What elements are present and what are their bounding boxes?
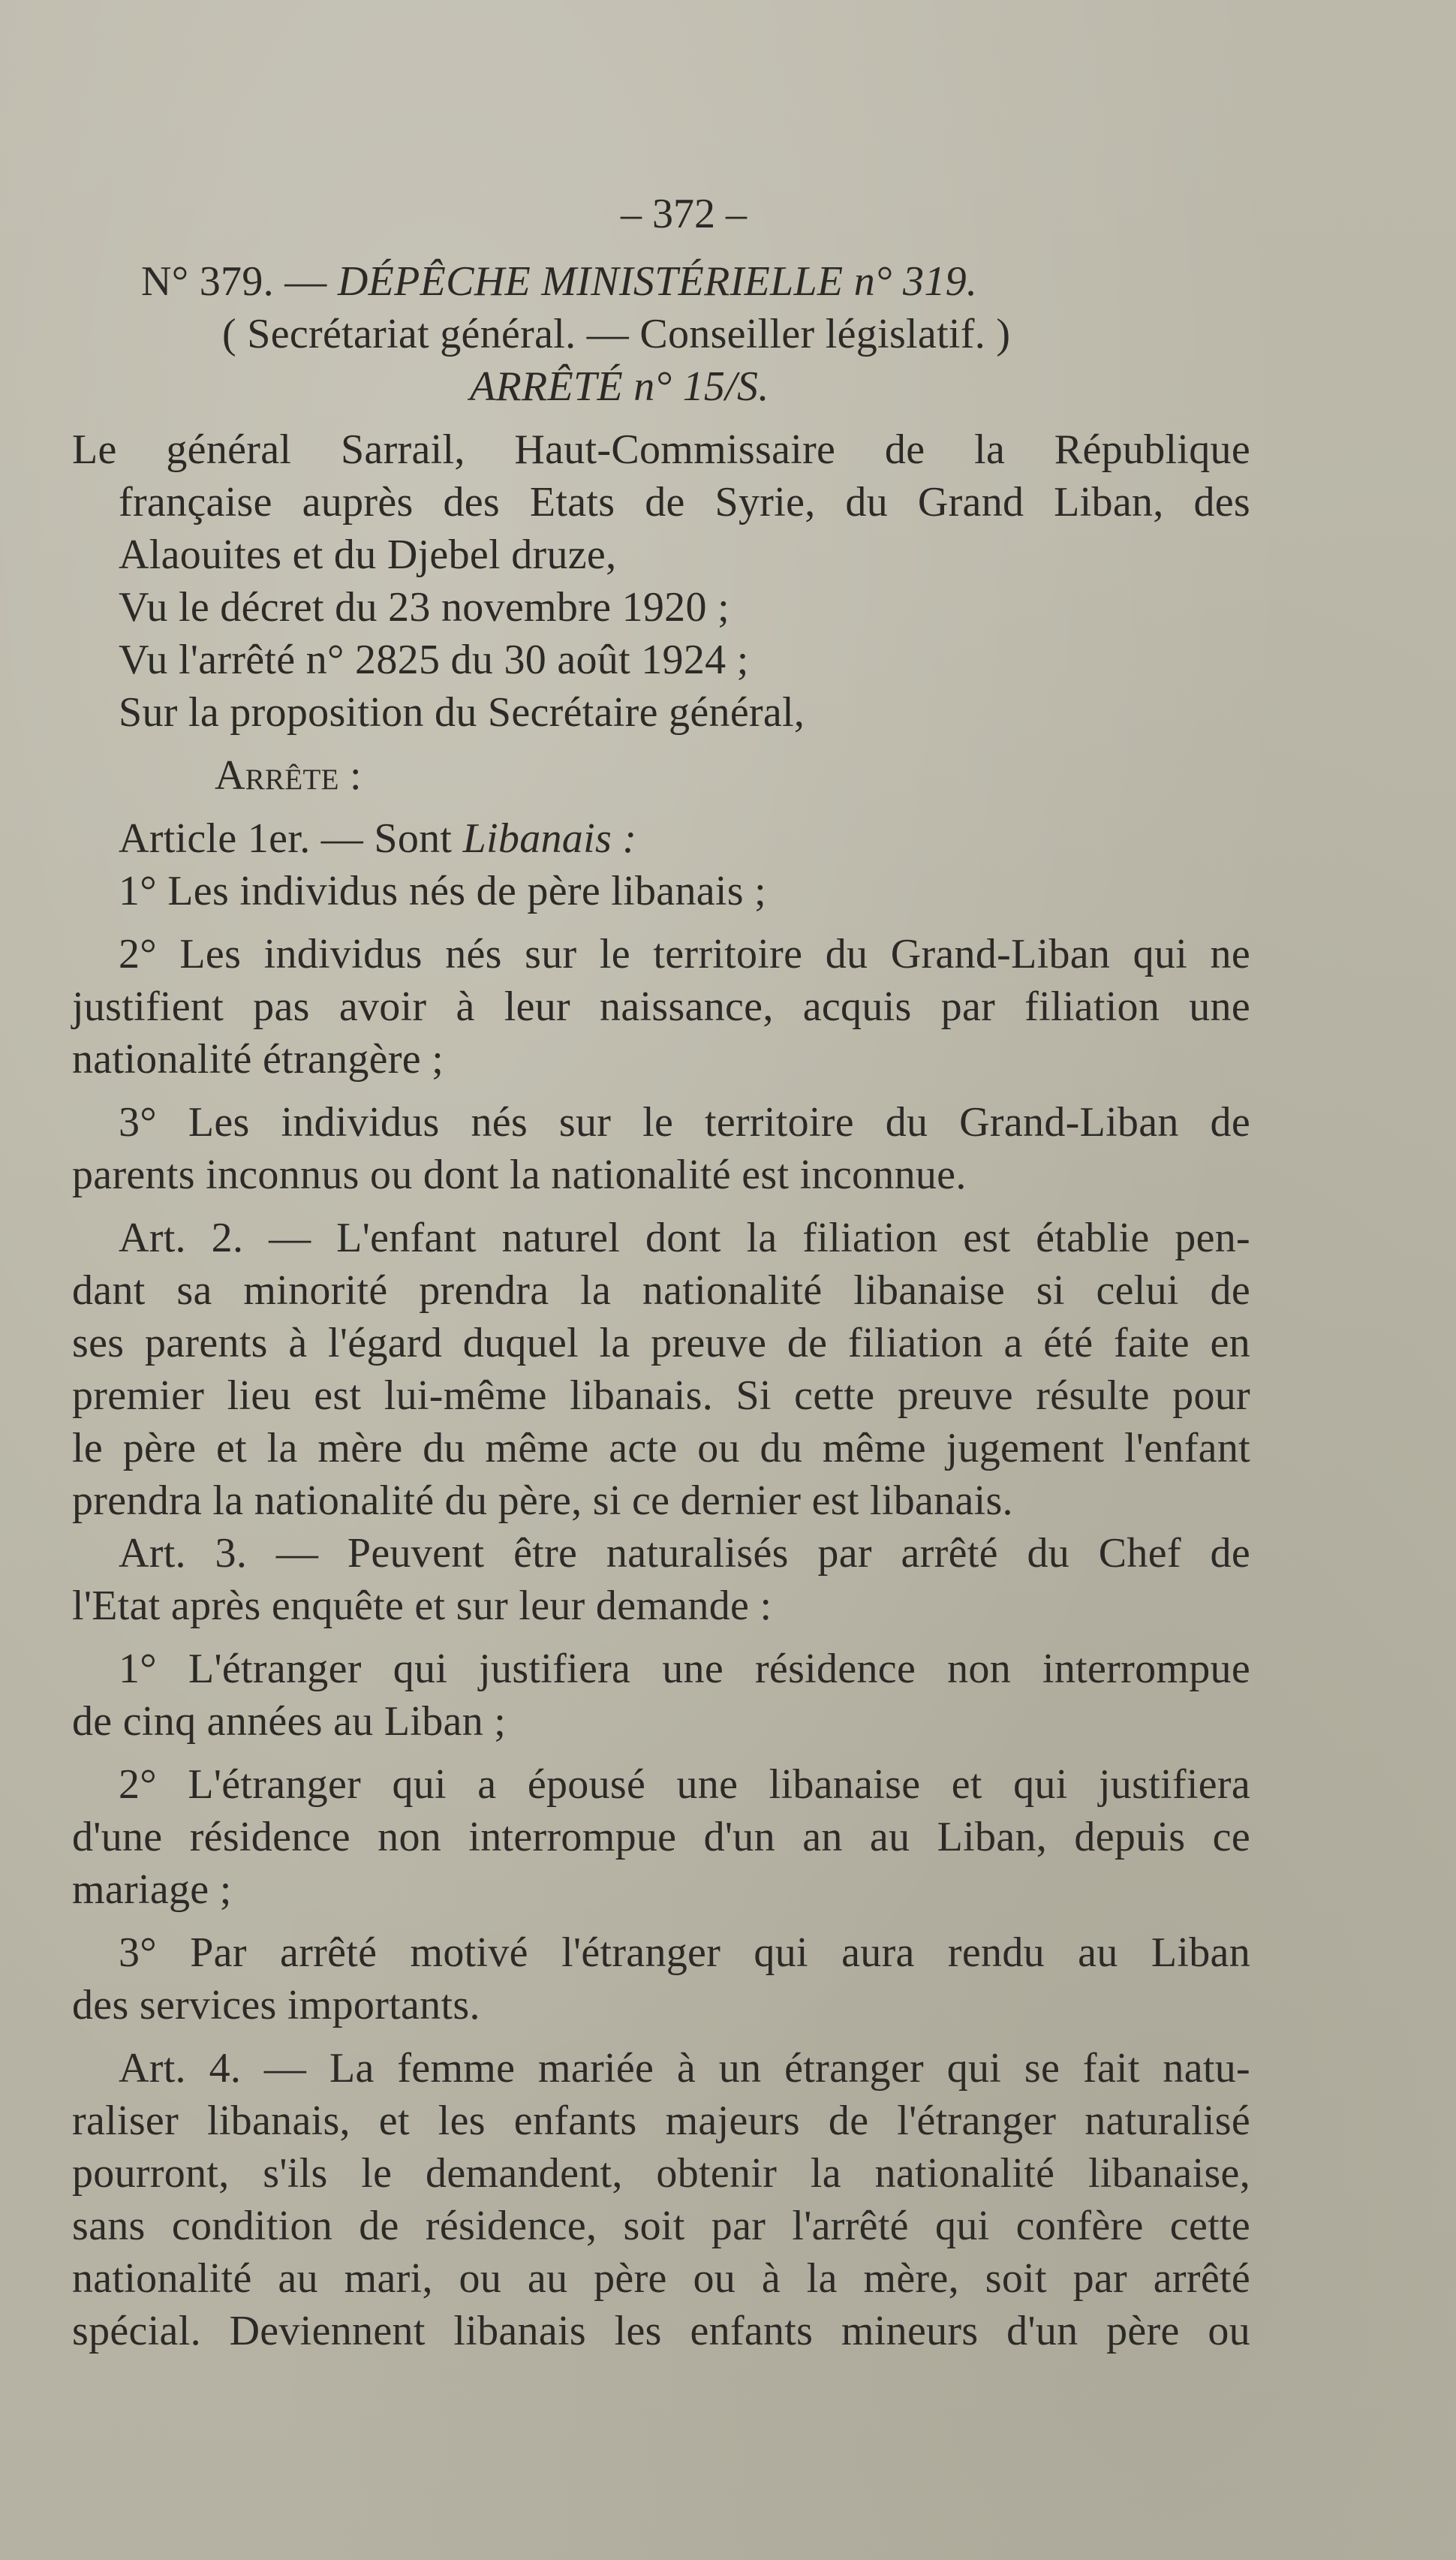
- article-line: 2° Les individus nés sur le territoire du Grand-Liban qui ne: [119, 931, 1250, 977]
- preamble-line: française auprès des Etats de Syrie, du Grand Liban, des: [119, 479, 1250, 526]
- article-1-emphasis: Libanais :: [462, 815, 637, 862]
- article-line: prendra la nationalité du père, si ce dernier est libanais.: [72, 1477, 1013, 1524]
- article-line: de cinq années au Liban ;: [72, 1698, 507, 1745]
- document-title: DÉPÊCHE MINISTÉRIELLE n° 319.: [337, 258, 978, 305]
- document-heading: [72, 255, 1250, 308]
- article-3-item-2: [72, 1758, 1250, 1916]
- preamble-line: Le général Sarrail, Haut-Commissaire de la République: [72, 426, 1250, 473]
- article-line: spécial. Deviennent libanais les enfants mineurs d'un père ou: [72, 2308, 1250, 2354]
- preamble: [72, 423, 1250, 739]
- article-1-item-1: 1° Les individus nés de père libanais ;: [119, 868, 767, 914]
- article-line: ses parents à l'égard duquel la preuve de filiation a été faite en: [72, 1320, 1250, 1366]
- article-line: Art. 4. — La femme mariée à un étranger qui se fait natu-: [119, 2045, 1250, 2092]
- article-3-item-3: [72, 1926, 1250, 2031]
- article-4: [72, 2042, 1250, 2357]
- document-text: [72, 188, 1250, 2357]
- article-1-item-3: [72, 1096, 1250, 1201]
- document-subtitle: ( Secrétariat général. — Conseiller législatif. ): [222, 311, 1011, 357]
- article-line: justifient pas avoir à leur naissance, acquis par filiation une: [72, 983, 1250, 1030]
- article-line: des services importants.: [72, 1982, 480, 2028]
- article-line: 1° L'étranger qui justifiera une résidence non interrompue: [119, 1646, 1250, 1692]
- article-line: 2° L'étranger qui a épousé une libanaise et qui justifiera: [119, 1761, 1250, 1808]
- article-line: dant sa minorité prendra la nationalité libanaise si celui de: [72, 1267, 1250, 1314]
- article-line: parents inconnus ou dont la nationalité est inconnue.: [72, 1152, 967, 1198]
- article-line: premier lieu est lui-même libanais. Si cette preuve résulte pour: [72, 1372, 1250, 1419]
- preamble-line: Sur la proposition du Secrétaire général,: [119, 689, 805, 736]
- article-line: 3° Les individus nés sur le territoire du Grand-Liban de: [119, 1099, 1250, 1146]
- article-1-item-2: [72, 928, 1250, 1086]
- article-2: [72, 1212, 1250, 1527]
- arrete-number: ARRÊTÉ n° 15/S.: [470, 363, 769, 410]
- article-line: mariage ;: [72, 1866, 232, 1913]
- article-1-label: Article 1er. — Sont: [119, 815, 453, 862]
- article-line: raliser libanais, et les enfants majeurs de l'étranger naturalisé: [72, 2098, 1250, 2144]
- article-line: 3° Par arrêté motivé l'étranger qui aura rendu au Liban: [119, 1929, 1250, 1976]
- arrete-label: Arrête :: [215, 752, 362, 799]
- article-3: [72, 1527, 1250, 2031]
- article-3-item-1: [72, 1643, 1250, 1748]
- preamble-line: Vu l'arrêté n° 2825 du 30 août 1924 ;: [119, 637, 749, 683]
- article-line: l'Etat après enquête et sur leur demande :: [72, 1583, 772, 1629]
- article-line: sans condition de résidence, soit par l'arrêté qui confère cette: [72, 2203, 1250, 2249]
- article-1-heading: [72, 812, 1250, 865]
- article-line: nationalité au mari, ou au père ou à la mère, soit par arrêté: [72, 2255, 1250, 2302]
- article-1: [72, 812, 1250, 1201]
- document-number: N° 379. —: [141, 258, 327, 305]
- article-line: le père et la mère du même acte ou du même jugement l'enfant: [72, 1425, 1250, 1471]
- article-line: nationalité étrangère ;: [72, 1036, 444, 1083]
- page-number: – 372 –: [621, 191, 747, 237]
- preamble-line: Vu le décret du 23 novembre 1920 ;: [119, 584, 730, 631]
- article-line: Art. 3. — Peuvent être naturalisés par arrêté du Chef de: [119, 1530, 1250, 1577]
- article-line: d'une résidence non interrompue d'un an au Liban, depuis ce: [72, 1814, 1250, 1860]
- preamble-line: Alaouites et du Djebel druze,: [119, 532, 617, 578]
- article-line: pourront, s'ils le demandent, obtenir la nationalité libanaise,: [72, 2150, 1250, 2197]
- article-line: Art. 2. — L'enfant naturel dont la filiation est établie pen-: [119, 1215, 1250, 1261]
